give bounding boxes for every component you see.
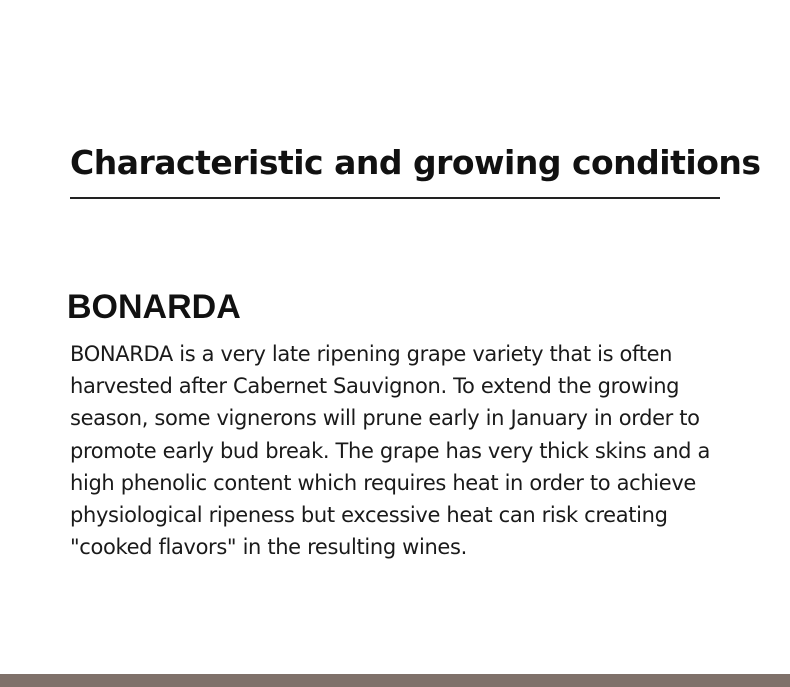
section-title: Characteristic and growing conditions: [70, 143, 761, 182]
title-underline-divider: [70, 197, 720, 199]
variety-heading: BONARDA: [67, 288, 241, 326]
footer-color-band: [0, 674, 790, 687]
variety-description: BONARDA is a very late ripening grape variety that is often harvested after Cabernet Sauvignon. To extend the growing season, some vignerons will prune early in January in order to promote early bud break. The grape has very thick skins and a high phenolic content which requires heat in order to achieve physiological ripeness but excessive heat can risk creating "cooked flavors" in the resulting wines.: [70, 342, 710, 560]
